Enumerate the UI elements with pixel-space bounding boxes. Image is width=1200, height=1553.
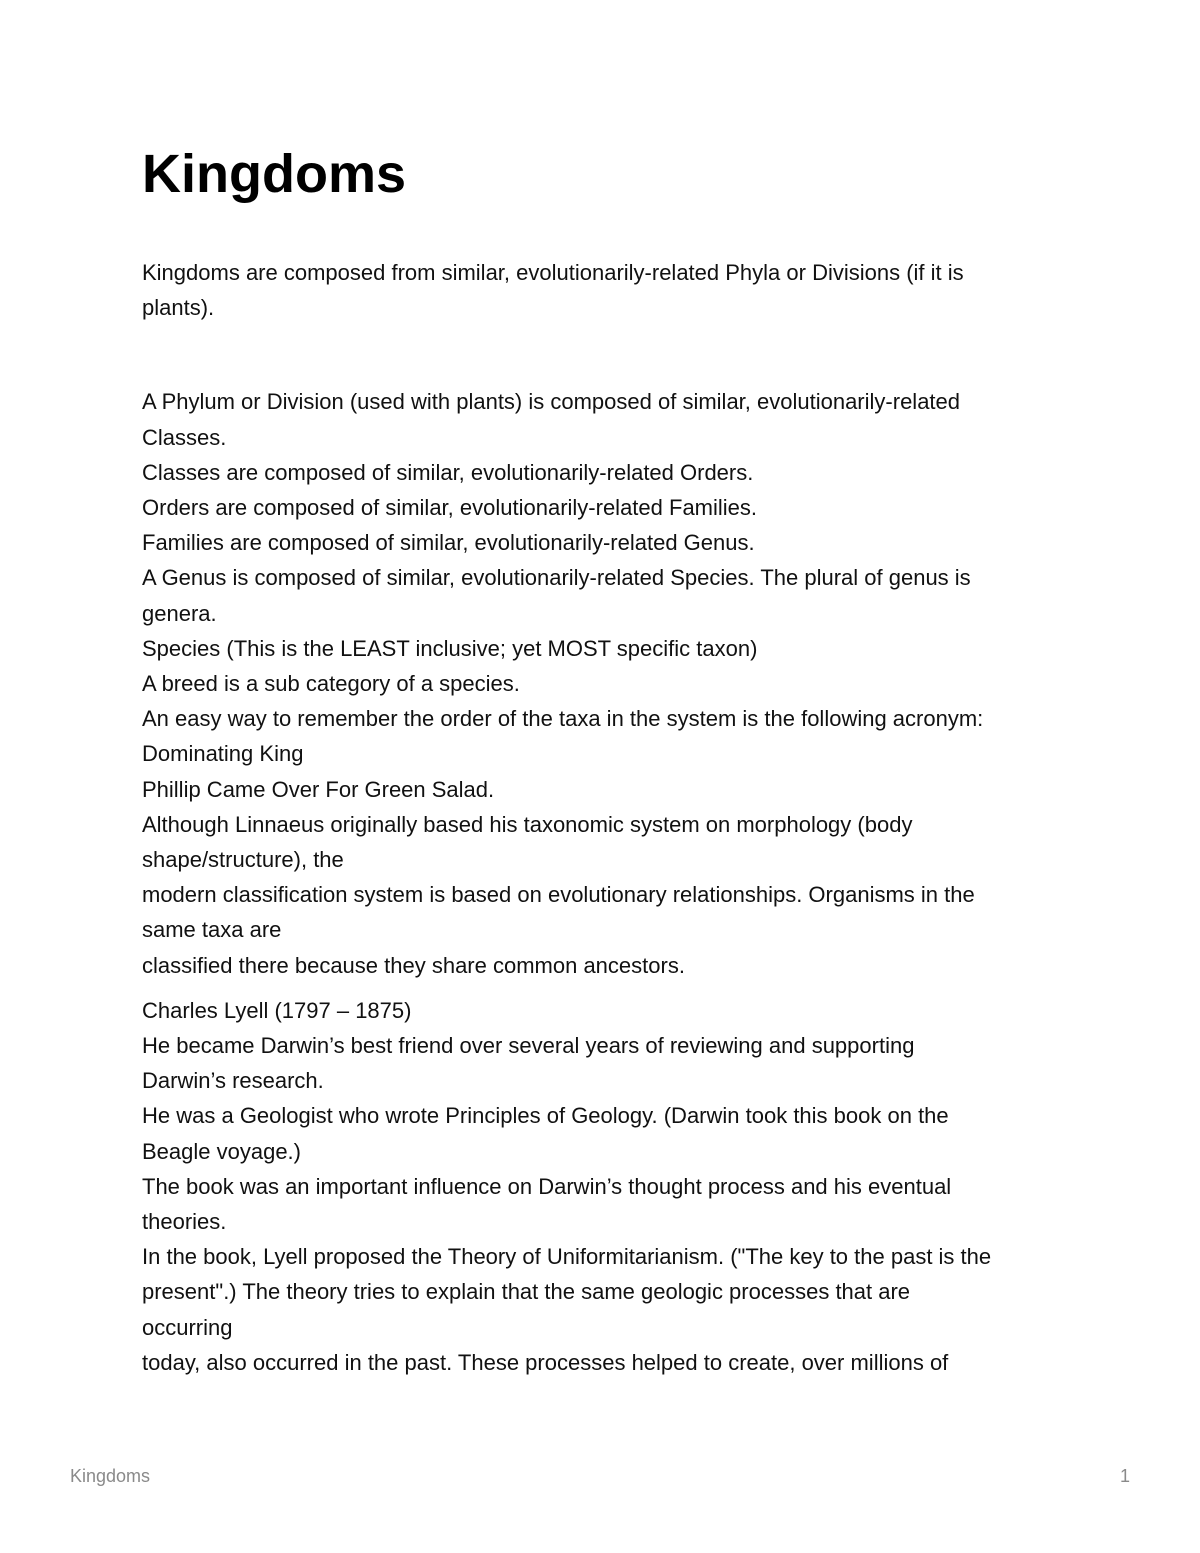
text-line: modern classification system is based on evolutionary relationships. Organisms in the (142, 882, 975, 908)
text-line: Kingdoms are composed from similar, evolutionarily-related Phyla or Divisions (if it is (142, 260, 964, 285)
text-line: Dominating King (142, 741, 304, 767)
text-line: Although Linnaeus originally based his taxonomic system on morphology (body (142, 811, 913, 837)
text-line: He became Darwin’s best friend over several years of reviewing and supporting (142, 1033, 915, 1059)
text-line: plants). (142, 295, 215, 321)
text-line: Charles Lyell (1797 – 1875) (142, 997, 412, 1023)
text-line: Classes are composed of similar, evolutionarily-related Orders. (142, 459, 754, 485)
text-line: Families are composed of similar, evolutionarily-related Genus. (142, 530, 755, 556)
text-line: Beagle voyage.) (142, 1138, 301, 1164)
text-line: present".) The theory tries to explain that the same geologic processes that are (142, 1279, 911, 1305)
text-line: The book was an important influence on Darwin’s thought process and his eventual (142, 1173, 952, 1199)
text-line: A Genus is composed of similar, evolutionarily-related Species. The plural of genus is (142, 565, 971, 591)
footer-document-name: Kingdoms (70, 1466, 151, 1486)
lyell-paragraph (142, 993, 1067, 1380)
text-line: occurring (142, 1314, 233, 1340)
text-line: genera. (142, 600, 217, 626)
intro-paragraph (142, 255, 1067, 325)
text-line: Orders are composed of similar, evolutionarily-related Families. (142, 495, 758, 521)
text-line: In the book, Lyell proposed the Theory of Uniformitarianism. ("The key to the past is the (142, 1244, 992, 1270)
spacer (142, 983, 1067, 993)
text-line: Darwin’s research. (142, 1068, 324, 1094)
text-line: theories. (142, 1209, 227, 1235)
text-line: Phillip Came Over For Green Salad. (142, 776, 495, 802)
text-line: A Phylum or Division (used with plants) is composed of similar, evolutionarily-related (142, 389, 961, 415)
spacer (142, 325, 1067, 384)
text-line: Species (This is the LEAST inclusive; yet MOST specific taxon) (142, 635, 758, 661)
text-line: today, also occurred in the past. These processes helped to create, over millions of (142, 1349, 949, 1375)
document-body (142, 255, 1067, 1380)
text-line: classified there because they share common ancestors. (142, 952, 685, 978)
footer-page-number: 1 (1119, 1466, 1130, 1486)
page-title: Kingdoms (142, 144, 406, 204)
text-line: shape/structure), the (142, 847, 344, 873)
taxonomy-paragraph (142, 384, 1067, 982)
text-line: An easy way to remember the order of the taxa in the system is the following acronym: (142, 706, 984, 732)
text-line: He was a Geologist who wrote Principles of Geology. (Darwin took this book on the (142, 1103, 949, 1129)
text-line: Classes. (142, 424, 227, 450)
text-line: same taxa are (142, 917, 282, 943)
text-line: A breed is a sub category of a species. (142, 671, 520, 697)
